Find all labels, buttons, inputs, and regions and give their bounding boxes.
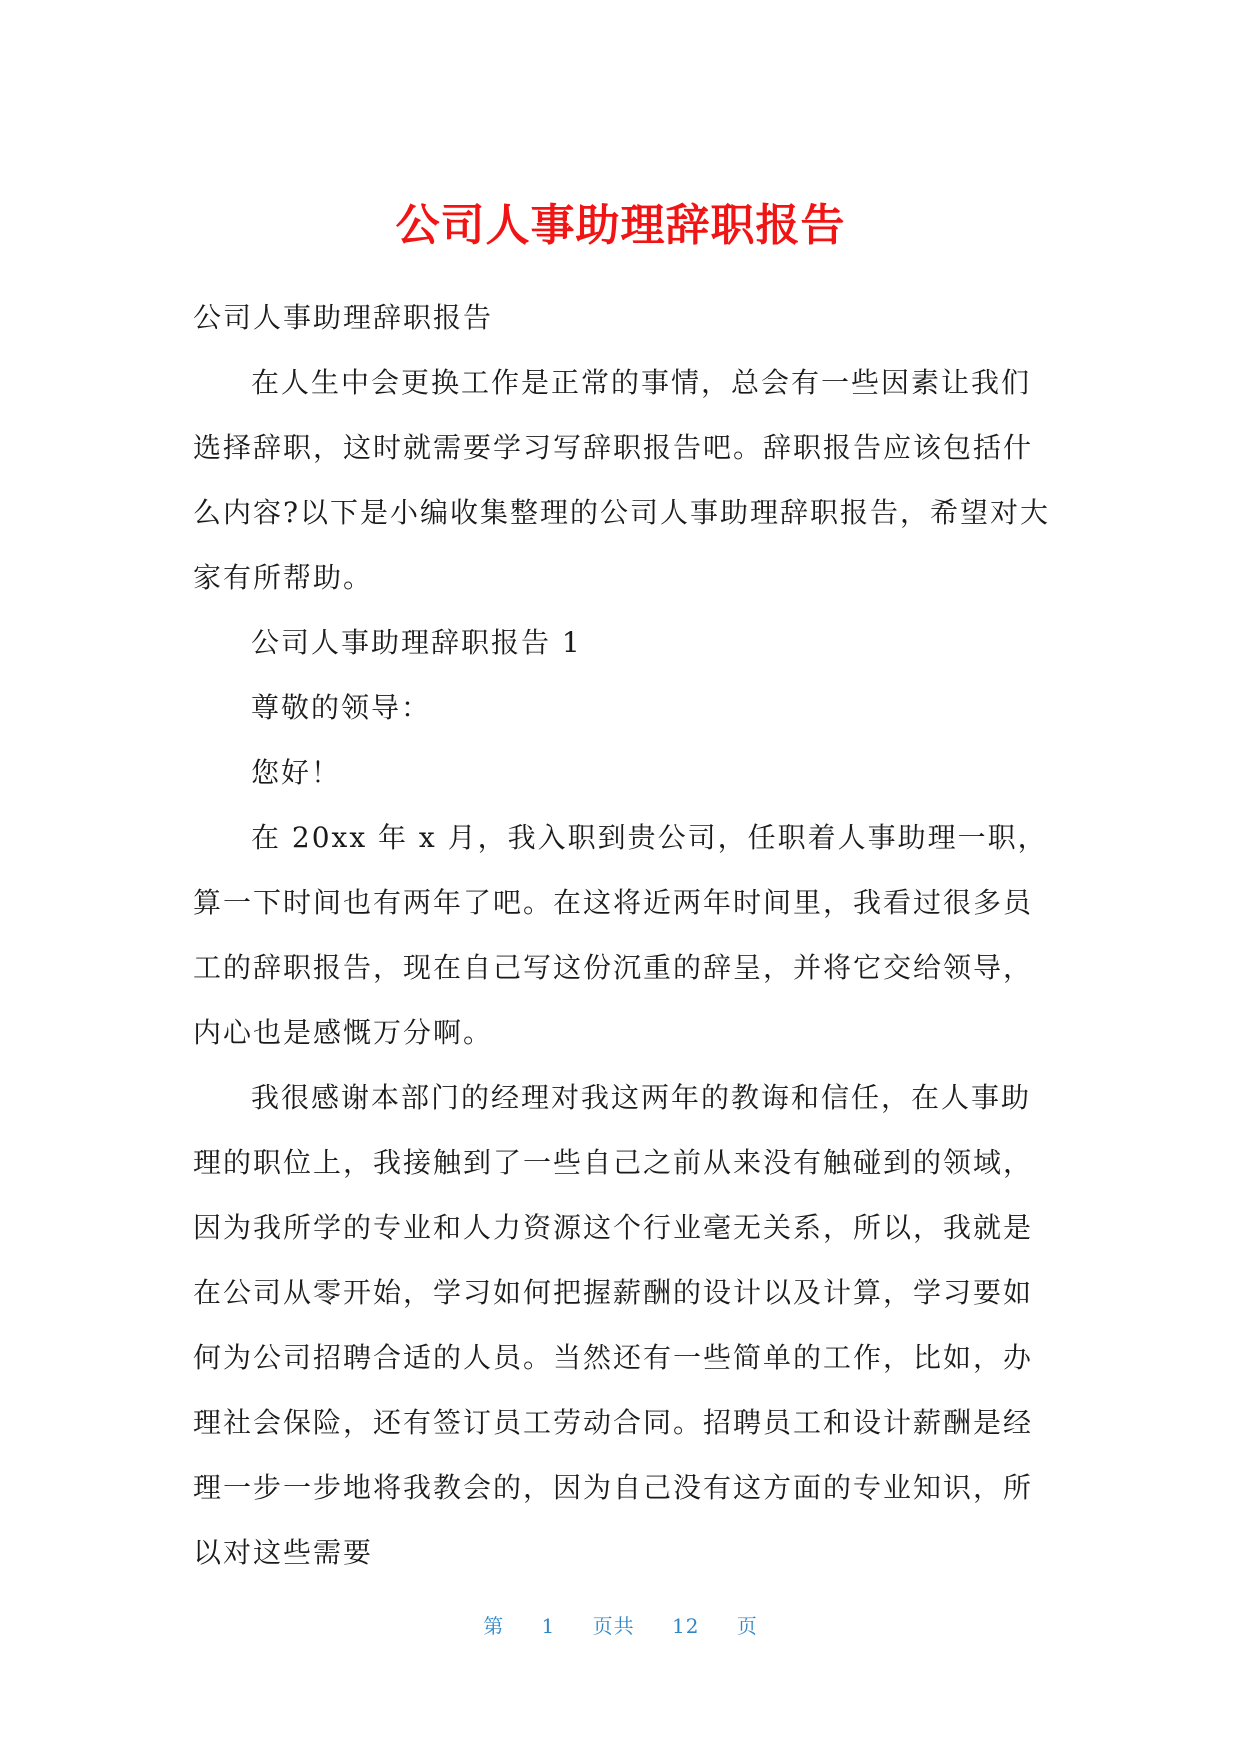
paragraph-salutation: 尊敬的领导： (251, 691, 432, 724)
footer-total-pages: 12 (672, 1614, 700, 1638)
paragraph-heading: 公司人事助理辞职报告 (193, 301, 494, 334)
page-footer (0, 1612, 1241, 1640)
document-body (193, 285, 1053, 1585)
paragraph-subtitle: 公司人事助理辞职报告 1 (251, 626, 582, 659)
paragraph-greeting: 您好！ (251, 756, 342, 789)
footer-middle: 页共 (592, 1614, 635, 1638)
footer-current-page: 1 (541, 1614, 556, 1638)
paragraph-body-2: 我很感谢本部门的经理对我这两年的教诲和信任，在人事助理的职位上，我接触到了一些自己之前从来没有触碰到的领域，因为我所学的专业和人力资源这个行业毫无关系，所以，我就是在公司从零开始，学习如何把握薪酬的设计以及计算，学习要如何为公司招聘合适的人员。当然还有一些简单的工作，比如，办理社会保险，还有签订员工劳动合同。招聘员工和设计薪酬是经理一步一步地将我教会的，因为自己没有这方面的专业知识，所以对这些需要 (193, 1081, 1034, 1569)
document-title: 公司人事助理辞职报告 (395, 200, 846, 251)
footer-suffix: 页 (736, 1614, 758, 1638)
paragraph-body-1: 在 20xx 年 x 月，我入职到贵公司，任职着人事助理一职，算一下时间也有两年了吧。在这将近两年时间里，我看过很多员工的辞职报告，现在自己写这份沉重的辞呈，并将它交给领导，内心也是感慨万分啊。 (193, 821, 1048, 1049)
footer-prefix: 第 (483, 1614, 505, 1638)
paragraph-intro: 在人生中会更换工作是正常的事情，总会有一些因素让我们选择辞职，这时就需要学习写辞职报告吧。辞职报告应该包括什么内容?以下是小编收集整理的公司人事助理辞职报告，希望对大家有所帮助。 (193, 366, 1051, 594)
